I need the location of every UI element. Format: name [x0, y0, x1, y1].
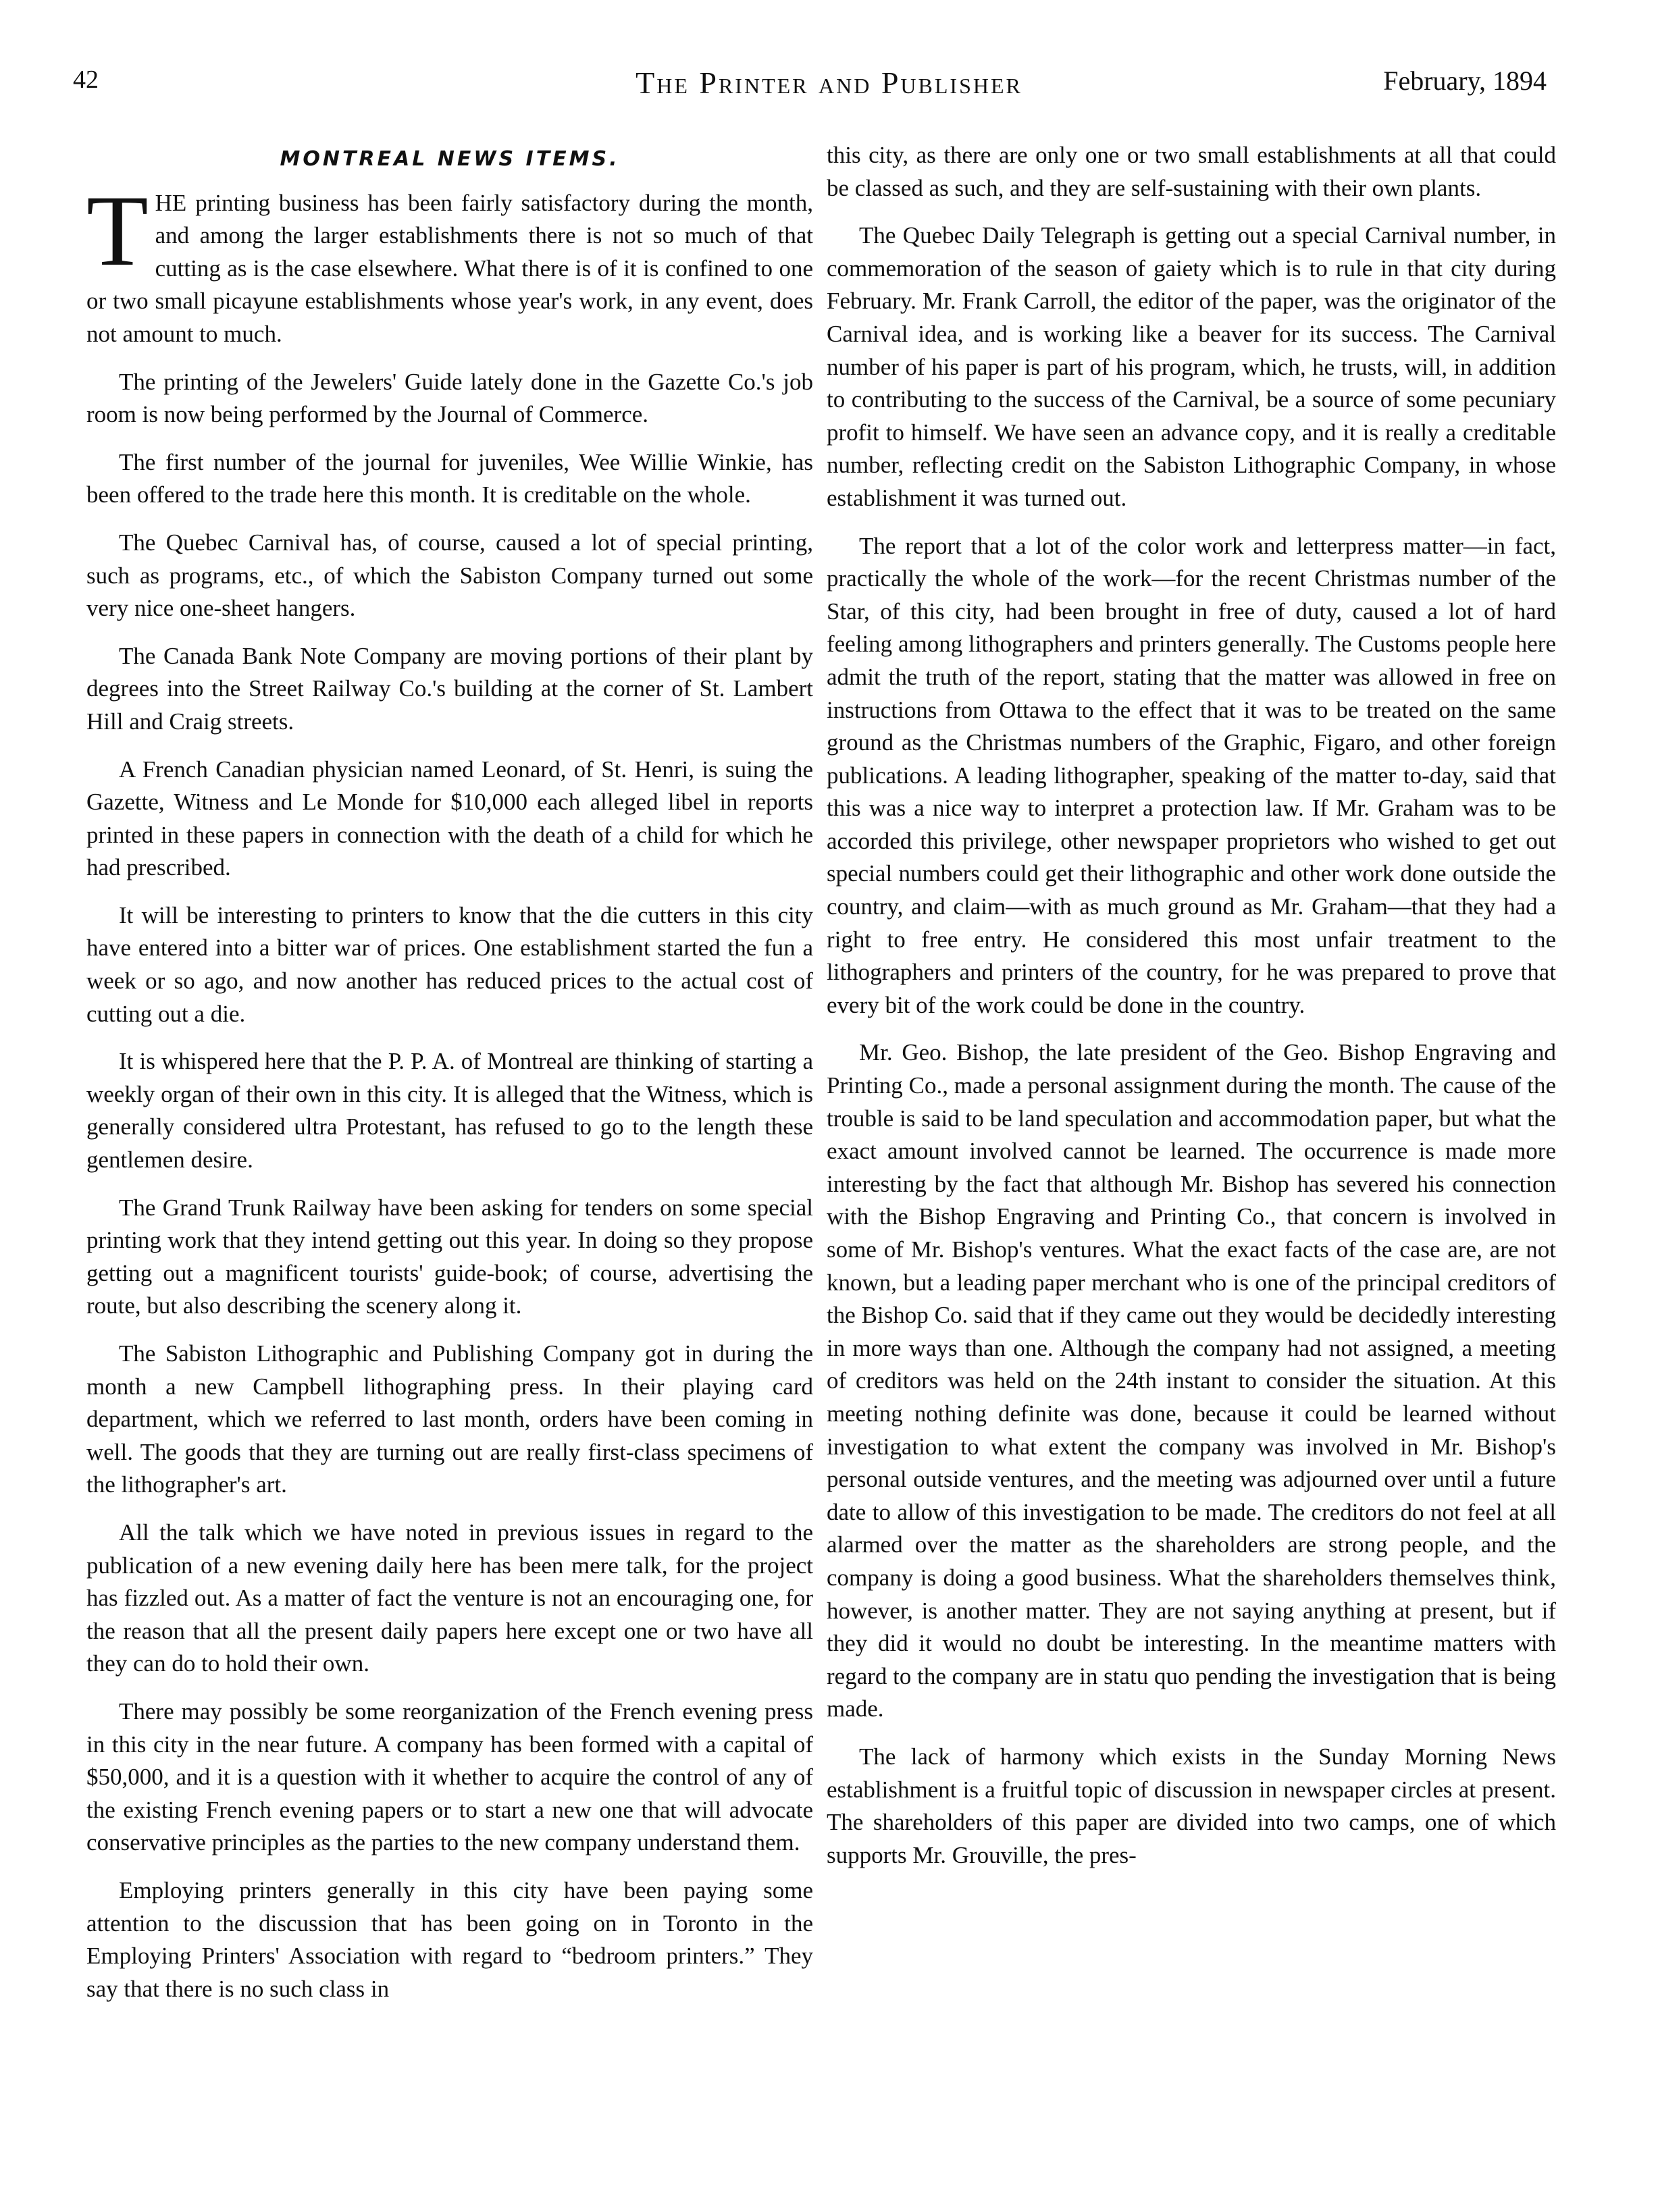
- right-column: [827, 139, 1556, 1887]
- article-paragraph: The Sabiston Lithographic and Publishing Company got in during the month a new Campbell lithographing press. In their playing card department, which we referred to last month, orders have been coming in well. The goods that they are turning out are really first-class specimens of the lithographer's art.: [86, 1340, 813, 1498]
- article-paragraph: The Quebec Carnival has, of course, caused a lot of special printing, such as programs, etc., of which the Sabiston Company turned out some very nice one-sheet hangers.: [86, 529, 813, 622]
- paragraph-text: HE printing business has been fairly satisfactory during the month, and among the larger establishments there is not so much of that cutting as is the case elsewhere. What there is of it is confined to one or two small picayune establishments whose year's work, in any event, does not amount to much.: [86, 189, 813, 347]
- article-paragraph: The lack of harmony which exists in the Sunday Morning News establishment is a fruitful topic of discussion in newspaper circles at present. The shareholders of this paper are divided into two camps, one of which supports Mr. Grouville, the pres-: [827, 1743, 1556, 1868]
- article-paragraph: The Grand Trunk Railway have been asking for tenders on some special printing work that they intend getting out this year. In doing so they propose getting out a magnificent tourists' guide-book; of course, advertising the route, but also describing the scenery along it.: [86, 1194, 813, 1319]
- article-paragraph: It is whispered here that the P. P. A. of Montreal are thinking of starting a weekly organ of their own in this city. It is alleged that the Witness, which is generally considered ultra Protestant, has refused to go to the length these gentlemen desire.: [86, 1048, 813, 1174]
- article-paragraph: Mr. Geo. Bishop, the late president of the Geo. Bishop Engraving and Printing Co., made a personal assignment during the month. The cause of the trouble is said to be land speculation and accommodation paper, but what the exact amount involved cannot be learned. The occurrence is made more interesting by the fact that although Mr. Bishop has severed his connection with the Bishop Engraving and Printing Co., that concern is involved in some of Mr. Bishop's ventures. What the exact facts of the case are, are not known, but a leading paper merchant who is one of the principal creditors of the Bishop Co. said that if they came out they would be decidedly interesting in more ways than one. Although the company had not assigned, a meeting of creditors was held on the 24th instant to consider the situation. At this meeting nothing definite was done, because it could be learned without investigation to what extent the company was involved in Mr. Bishop's personal outside ventures, and the meeting was adjourned over until a future date to allow of this investigation to be made. The creditors do not feel at all alarmed over the matter as the shareholders are strong people, and the company is doing a good business. What the shareholders themselves think, however, is another matter. They are not saying anything at present, but if they did it would no doubt be interesting. In the meantime matters with regard to the company are in statu quo pending the investigation that is being made.: [827, 1039, 1556, 1722]
- running-head: [0, 65, 1658, 105]
- article-paragraph: Employing printers generally in this city have been paying some attention to the discussion that has been going on in Toronto in the Employing Printers' Association with regard to “bedroom printers.” They say that there is no such class in: [86, 1876, 813, 2002]
- article-paragraph: It will be interesting to printers to know that the die cutters in this city have entered into a bitter war of prices. One establishment started the fun a week or so ago, and now another has reduced prices to the actual cost of cutting out a die.: [86, 901, 813, 1027]
- journal-title: The Printer and Publisher: [636, 65, 1022, 100]
- article-paragraph: The Quebec Daily Telegraph is getting out a special Carnival number, in commemoration of the season of gaiety which is to rule in that city during February. Mr. Frank Carroll, the editor of the paper, was the originator of the Carnival idea, and is working like a beaver for its success. The Carnival number of his paper is part of his program, which, he trusts, will, in addition to contributing to the success of the Carnival, be a source of some pecuniary profit to himself. We have seen an advance copy, and it is really a creditable number, reflecting credit on the Sabiston Lithographic Company, in whose establishment it was turned out.: [827, 222, 1556, 511]
- drop-cap: T: [86, 174, 149, 287]
- article-paragraph: The Canada Bank Note Company are moving portions of their plant by degrees into the Street Railway Co.'s building at the corner of St. Lambert Hill and Craig streets.: [86, 642, 813, 735]
- article-paragraph: The printing of the Jewelers' Guide lately done in the Gazette Co.'s job room is now being performed by the Journal of Commerce.: [86, 368, 813, 428]
- article-paragraph: this city, as there are only one or two small establishments at all that could be classed as such, and they are self-sustaining with their own plants.: [827, 142, 1556, 201]
- page-number: 42: [73, 65, 99, 94]
- article-paragraph: All the talk which we have noted in previous issues in regard to the publication of a new evening daily here has been mere talk, for the project has fizzled out. As a matter of fact the venture is not an encouraging one, for the reason that all the present daily papers here except one or two have all they can do to hold their own.: [86, 1519, 813, 1677]
- section-heading: MONTREAL NEWS ITEMS.: [280, 147, 620, 171]
- left-column: [86, 143, 813, 2020]
- article-paragraph: A French Canadian physician named Leonard, of St. Henri, is suing the Gazette, Witness and Le Monde for $10,000 each alleged libel in reports printed in these papers in connection with the death of a child for which he had prescribed.: [86, 756, 813, 881]
- article-paragraph: There may possibly be some reorganization of the French evening press in this city in the near future. A company has been formed with a capital of $50,000, and it is a question with it whether to acquire the control of any of the existing French evening papers or to start a new one that will advocate conservative principles as the parties to the new company understand them.: [86, 1697, 813, 1856]
- article-paragraph: The report that a lot of the color work and letterpress matter—in fact, practically the whole of the work—for the recent Christmas number of the Star, of this city, had been brought in free of duty, caused a lot of hard feeling among lithographers and printers generally. The Customs people here admit the truth of the report, stating that the matter was allowed in free on instructions from Ottawa to the effect that it was to be treated on the same ground as the Christmas numbers of the Graphic, Figaro, and other foreign publications. A leading lithographer, speaking of the matter to-day, said that this was a nice way to interpret a protection law. If Mr. Graham was to be accorded this privilege, other newspaper proprietors who wished to get out special numbers could get their lithographic and other work done outside the country, and claim—with as much ground as Mr. Graham—that they had a right to free entry. He considered this most unfair treatment to the lithographers and printers of the country, for he was prepared to prove that every bit of the work could be done in the country.: [827, 532, 1556, 1018]
- article-paragraph: The first number of the journal for juveniles, Wee Willie Winkie, has been offered to the trade here this month. It is creditable on the whole.: [86, 448, 813, 508]
- article-paragraph: [86, 174, 813, 351]
- issue-date: February, 1894: [1383, 65, 1547, 96]
